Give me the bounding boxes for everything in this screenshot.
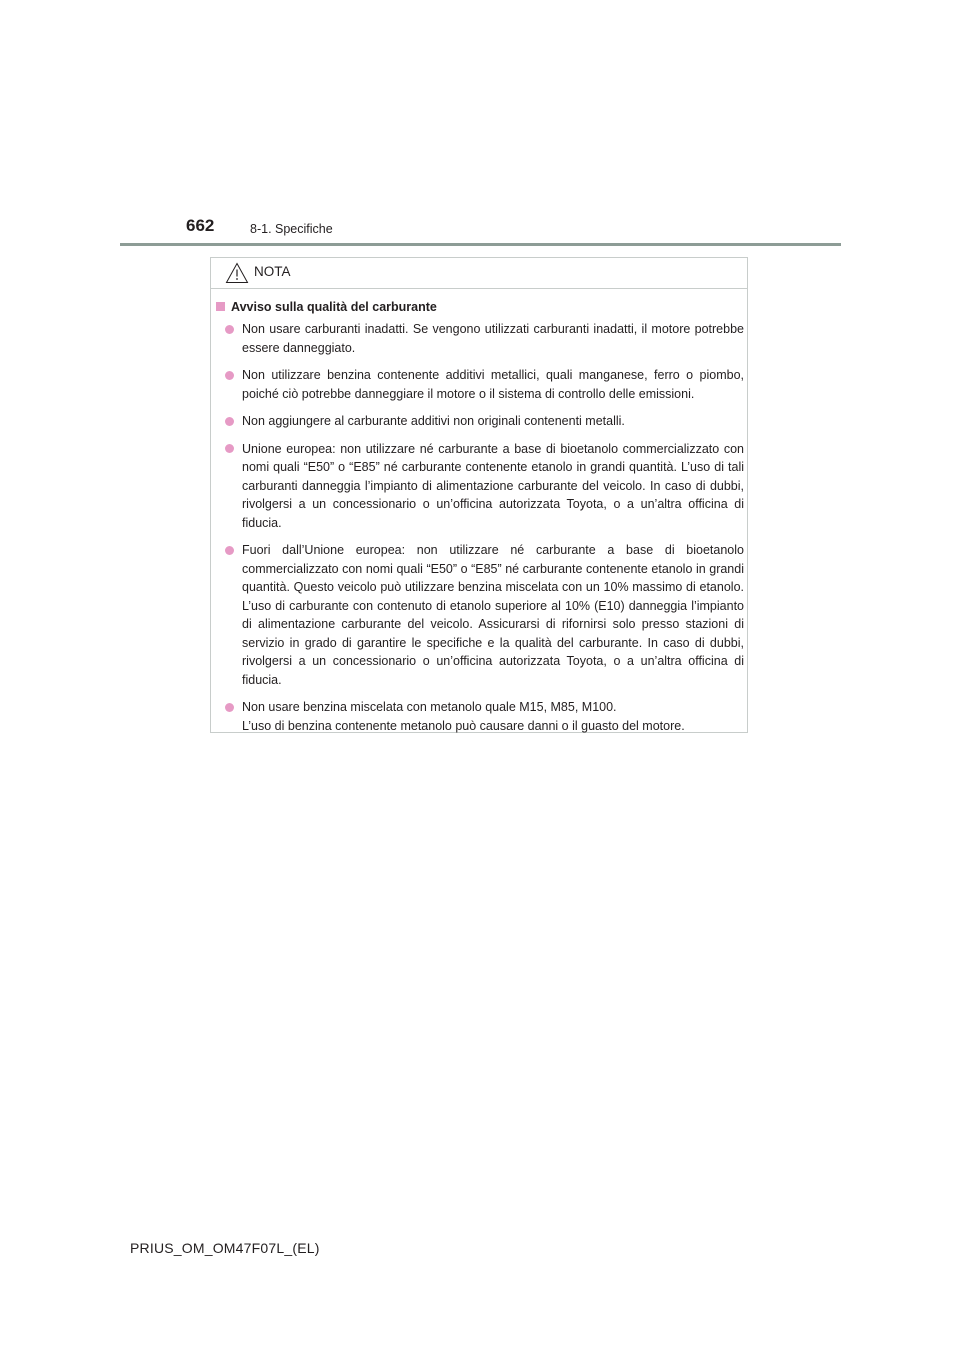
list-item (242, 440, 744, 533)
notice-box (210, 257, 748, 733)
round-bullet-icon (225, 444, 234, 453)
page-number: 662 (186, 216, 215, 235)
notice-subheading-text: Avviso sulla qualità del carburante (231, 300, 437, 314)
round-bullet-icon (225, 546, 234, 555)
list-item-text: Unione europea: non utilizzare né carburante a base di bioetanolo commercializzato con nomi quali “E50” o “E85” né carburante contenente etanolo in grandi quantità. L’uso di tali carburanti danneggia l’impianto di alimentazione carburante del veicolo. In caso di dubbi, rivolgersi a un concessionario o un’officina autorizzata Toyota, o a un’altra officina di fiducia. (242, 441, 744, 530)
header-rule (120, 243, 841, 246)
notice-label: NOTA (254, 264, 291, 279)
section-title: 8-1. Specifiche (250, 222, 333, 236)
list-item (242, 541, 744, 689)
list-item-text: Fuori dall’Unione europea: non utilizzare né carburante a base di bioetanolo commercializzato con nomi quali “E50” o “E85” né carburante contenente etanolo in grandi quantità. Questo veicolo può utilizzare benzina miscelata con un 10% massimo di etanolo. L’uso di carburante con contenuto di etanolo superiore al 10% (E10) danneggia l’impianto di alimentazione carburante del veicolo. Assicurarsi di rifornirsi solo presso stazioni di servizio in grado di garantire le specifiche e la qualità del carburante. In caso di dubbi, rivolgersi a un concessionario o un’officina autorizzata Toyota, o a un’altra officina di fiducia. (242, 543, 744, 687)
round-bullet-icon (225, 371, 234, 380)
list-item-text: Non usare carburanti inadatti. Se vengono utilizzati carburanti inadatti, il motore potrebbe essere danneggiato. (242, 322, 744, 355)
list-item-text: Non usare benzina miscelata con metanolo quale M15, M85, M100. (242, 700, 617, 714)
list-item-text: Non utilizzare benzina contenente additivi metallici, quali manganese, ferro o piombo, poiché ciò potrebbe danneggiare il motore o il sistema di controllo delle emissioni. (242, 368, 744, 401)
square-bullet-icon (216, 302, 225, 311)
warning-triangle-icon (225, 262, 249, 284)
notice-subheading (213, 298, 747, 316)
notice-header (211, 258, 747, 289)
list-item-text-continued: L’uso di benzina contenente metanolo può causare danni o il guasto del motore. (242, 718, 685, 733)
list-item-text: Non aggiungere al carburante additivi non originali contenenti metalli. (242, 414, 625, 428)
round-bullet-icon (225, 703, 234, 712)
notice-body (211, 298, 747, 744)
list-item (242, 412, 744, 431)
round-bullet-icon (225, 325, 234, 334)
list-item (242, 320, 744, 357)
notice-list (211, 320, 747, 735)
list-item (242, 698, 744, 735)
list-item (242, 366, 744, 403)
footer-doc-code: PRIUS_OM_OM47F07L_(EL) (130, 1240, 320, 1256)
round-bullet-icon (225, 417, 234, 426)
